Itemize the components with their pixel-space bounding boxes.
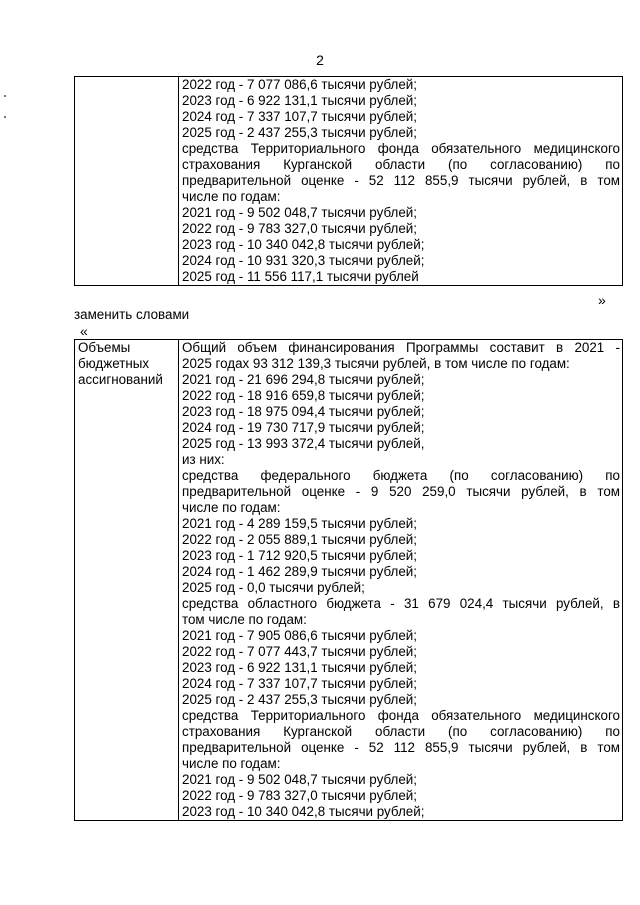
table-new-lines — [182, 340, 620, 820]
text-line: 2023 год - 6 922 131,1 тысячи рублей; — [182, 93, 417, 108]
text-line: 2021 год - 7 905 086,6 тысячи рублей; — [182, 628, 417, 643]
label-line: Объемы — [78, 340, 131, 355]
replace-words-text: заменить словами — [74, 307, 190, 322]
text-line: 2021 год - 9 502 048,7 тысячи рублей; — [182, 205, 417, 220]
label-line: бюджетных — [78, 356, 150, 371]
text-line: числе по годам: — [182, 756, 281, 771]
page-number: 2 — [316, 52, 324, 68]
text-line: средства Территориального фонда обязательного медицинского — [182, 708, 620, 723]
text-line: 2023 год - 6 922 131,1 тысячи рублей; — [182, 660, 417, 675]
text-line: 2022 год - 9 783 327,0 тысячи рублей; — [182, 221, 417, 236]
text-line: предварительной оценке - 52 112 855,9 тысячи рублей, в том — [182, 173, 620, 188]
label-line: ассигнований — [78, 372, 163, 387]
text-line: 2025 годах 93 312 139,3 тысячи рублей, в том числе по годам: — [182, 356, 570, 371]
text-line: числе по годам: — [182, 189, 281, 204]
text-line: предварительной оценке - 52 112 855,9 тысячи рублей, в том — [182, 740, 620, 755]
text-line: 2022 год - 18 916 659,8 тысячи рублей; — [182, 388, 425, 403]
table-continued — [74, 76, 623, 286]
text-line: 2025 год - 2 437 255,3 тысячи рублей; — [182, 692, 417, 707]
text-line: 2024 год - 10 931 320,3 тысячи рублей; — [182, 253, 425, 268]
table-continued-content-cell — [179, 77, 623, 286]
text-line: 2022 год - 7 077 443,7 тысячи рублей; — [182, 644, 417, 659]
text-line: 2025 год - 2 437 255,3 тысячи рублей; — [182, 125, 417, 140]
text-line: 2023 год - 1 712 920,5 тысячи рублей; — [182, 548, 417, 563]
text-line: числе по годам: — [182, 500, 281, 515]
text-line: 2022 год - 7 077 086,6 тысячи рублей; — [182, 77, 417, 92]
text-line: 2025 год - 11 556 117,1 тысячи рублей — [182, 269, 419, 284]
text-line: средства федерального бюджета (по согласованию) по — [182, 468, 620, 483]
table-continued-lines — [182, 77, 620, 285]
text-line: из них: — [182, 452, 225, 467]
text-line: средства Территориального фонда обязательного медицинского — [182, 141, 620, 156]
text-line: 2021 год - 21 696 294,8 тысячи рублей; — [182, 372, 425, 387]
text-line: том числе по годам: — [182, 612, 307, 627]
text-line: 2024 год - 7 337 107,7 тысячи рублей; — [182, 676, 417, 691]
text-line: 2025 год - 0,0 тысячи рублей; — [182, 580, 365, 595]
text-line: 2024 год - 19 730 717,9 тысячи рублей; — [182, 420, 425, 435]
text-line: 2024 год - 1 462 289,9 тысячи рублей; — [182, 564, 417, 579]
scan-margin-mark — [4, 116, 6, 118]
table-new-label-cell — [75, 340, 179, 821]
text-line: 2021 год - 4 289 159,5 тысячи рублей; — [182, 516, 417, 531]
closing-quote: » — [598, 292, 606, 308]
table-new — [74, 339, 623, 821]
scan-margin-mark — [4, 95, 6, 97]
text-line: 2023 год - 10 340 042,8 тысячи рублей; — [182, 804, 425, 819]
text-line: страхования Курганской области (по согласованию) по — [182, 157, 620, 172]
text-line: 2022 год - 2 055 889,1 тысячи рублей; — [182, 532, 417, 547]
text-line: 2024 год - 7 337 107,7 тысячи рублей; — [182, 109, 417, 124]
text-line: 2025 год - 13 993 372,4 тысячи рублей, — [182, 436, 425, 451]
table-continued-label-cell — [75, 77, 179, 286]
text-line: предварительной оценке - 9 520 259,0 тысячи рублей, в том — [182, 484, 620, 499]
opening-quote: « — [80, 323, 88, 339]
table-new-content-cell — [179, 340, 623, 821]
text-line: 2022 год - 9 783 327,0 тысячи рублей; — [182, 788, 417, 803]
text-line: 2021 год - 9 502 048,7 тысячи рублей; — [182, 772, 417, 787]
text-line: страхования Курганской области (по согласованию) по — [182, 724, 620, 739]
text-line: Общий объем финансирования Программы составит в 2021 - — [182, 340, 620, 355]
text-line: 2023 год - 18 975 094,4 тысячи рублей; — [182, 404, 425, 419]
text-line: средства областного бюджета - 31 679 024,4 тысячи рублей, в — [182, 596, 620, 611]
text-line: 2023 год - 10 340 042,8 тысячи рублей; — [182, 237, 425, 252]
